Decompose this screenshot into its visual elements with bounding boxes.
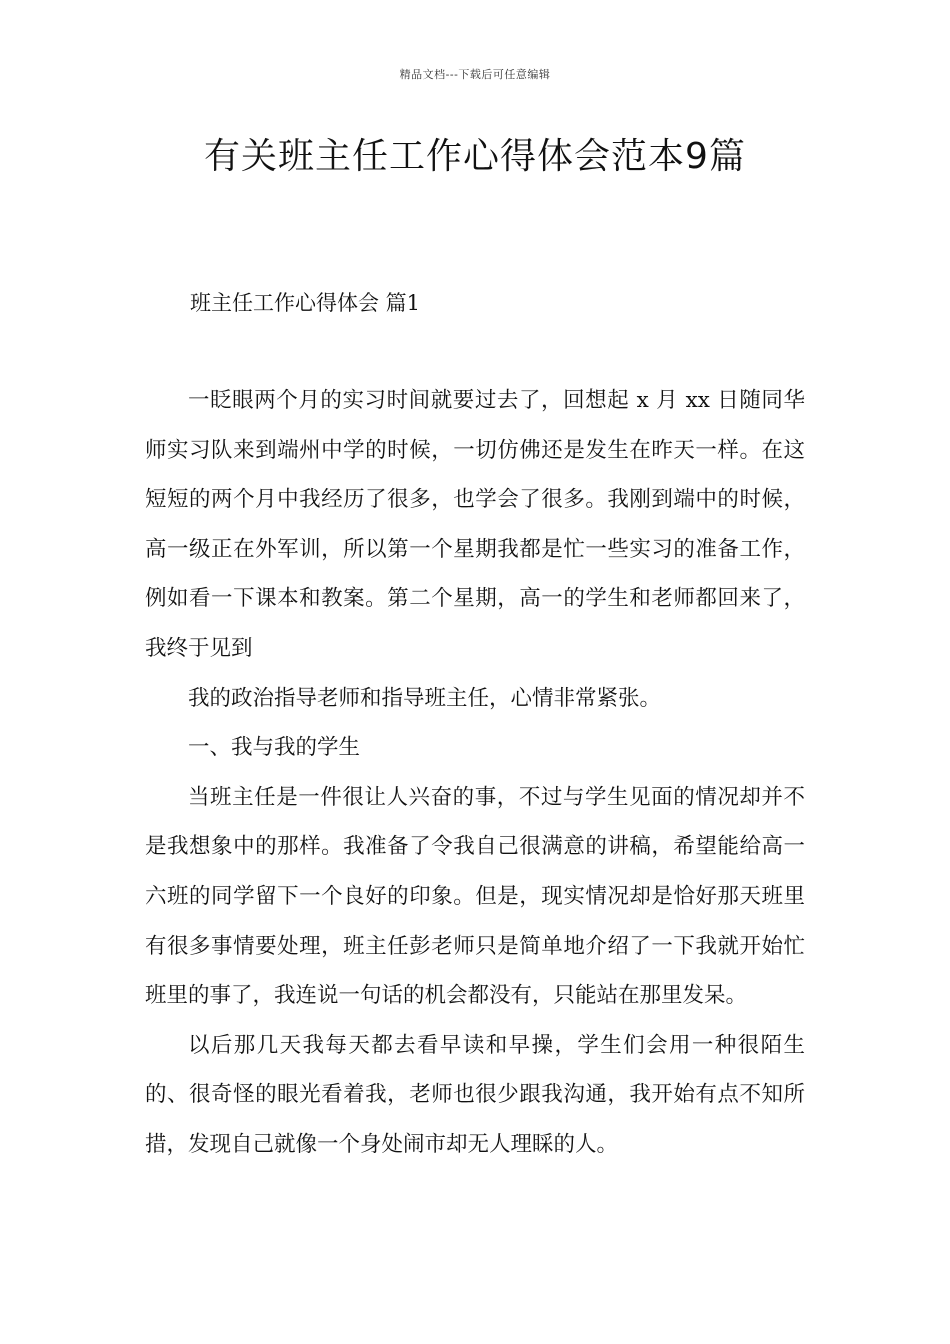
header-note: 精品文档---下载后可任意编辑: [399, 68, 551, 81]
subheading-paragraph: 一、我与我的学生: [188, 735, 361, 761]
body-text: [145, 376, 805, 1170]
paragraph: 当班主任是一件很让人兴奋的事，不过与学生见面的情况却并不是我想象中的那样。我准备了令我自己很满意的讲稿，希望能给高一六班的同学留下一个良好的印象。但是，现实情况却是恰好那天班里有很多事情要处理，班主任彭老师只是简单地介绍了一下我就开始忙班里的事了，我连说一句话的机会都没有，只能站在那里发呆。: [145, 784, 805, 1009]
document-title: 有关班主任工作心得体会范本9篇: [204, 136, 746, 177]
paragraph: 我的政治指导老师和指导班主任，心情非常紧张。: [188, 685, 662, 711]
paragraph: 以后那几天我每天都去看早读和早操，学生们会用一种很陌生的、很奇怪的眼光看着我，老师也很少跟我沟通，我开始有点不知所措，发现自己就像一个身处闹市却无人理睬的人。: [145, 1032, 805, 1157]
paragraph: 一眨眼两个月的实习时间就要过去了，回想起 x 月 xx 日随同华师实习队来到端州中学的时候，一切仿佛还是发生在昨天一样。在这短短的两个月中我经历了很多，也学会了很多。我刚到端中的时候，高一级正在外军训，所以第一个星期我都是忙一些实习的准备工作，例如看一下课本和教案。第二个星期，高一的学生和老师都回来了，我终于见到: [145, 388, 805, 661]
section-heading: 班主任工作心得体会 篇1: [190, 291, 421, 315]
